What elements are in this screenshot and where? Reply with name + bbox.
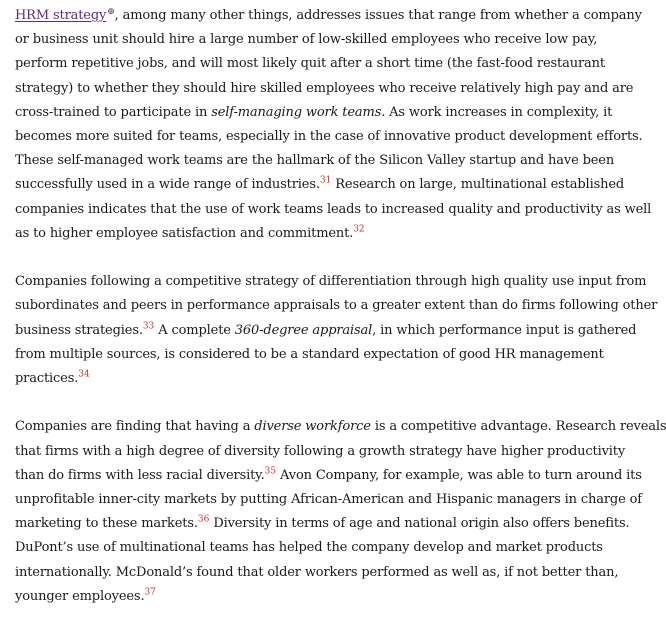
text-line: Companies following a competitive strategy of differentiation through high quality use input from [15,274,647,290]
footnote-ref-33[interactable]: 33 [142,321,155,332]
text-line: successfully used in a wide range of industries.$^{31}$ Research on large, multinational established [15,176,625,193]
text-line: perform repetitive jobs, and will most likely quit after a short time (the fast-food restaurant [15,56,605,72]
paragraph-diverse-workforce [15,415,666,609]
text-line: internationally. McDonald’s found that older workers performed as well as, if not better than, [15,564,619,580]
paragraph-performance-appraisals [15,270,658,391]
text-line: marketing to these markets.$^{36}$ Diversity in terms of age and national origin also offers benefits. [15,514,630,532]
footnote-ref-34[interactable]: 34 [78,369,90,380]
text-line: that firms with a high degree of diversity following a growth strategy have higher productivity [15,443,626,459]
text-line: companies indicates that the use of work teams leads to increased quality and productivity as well [15,201,652,217]
footnote-ref-31[interactable]: 31 [319,176,332,187]
footnote-ref-35[interactable]: 35 [264,466,277,477]
footnote-ref-36[interactable]: 36 [197,514,210,525]
text-line: Companies are finding that having a diverse workforce is a competitive advantage. Research reveals [15,419,666,435]
text-line: strategy) to whether they should hire skilled employees who receive relatively high pay and are [15,80,634,96]
term-self-managing-work-teams: self-managing work teams [211,104,382,120]
text-line: DuPont’s use of multinational teams has helped the company develop and market products [15,540,603,556]
text-line: than do firms with less racial diversity.$^{35}$ Avon Company, for example, was able to turn around its [15,466,642,483]
term-360-degree-appraisal: 360-degree appraisal [234,322,373,338]
text-line: These self-managed work teams are the hallmark of the Silicon Valley startup and have been [15,153,615,169]
text-line: practices.$^{34}$ [15,369,90,387]
footnote-ref-32[interactable]: 32 [353,224,365,235]
paragraph-hrm-strategy [15,4,652,246]
text-line: cross-trained to participate in self-managing work teams. As work increases in complexity, it [15,104,613,120]
text-line: younger employees.$^{37}$ [15,587,156,604]
text-line: HRM strategy⊕, among many other things, addresses issues that range from whether a company [15,6,642,23]
text-line: business strategies.$^{33}$ A complete 360-degree appraisal, in which performance input is gathered [15,321,637,338]
hrm-strategy-link[interactable]: HRM strategy [15,8,107,23]
footnote-ref-37[interactable]: 37 [144,587,156,598]
text-line: unprofitable inner-city markets by putting African-American and Hispanic managers in charge of [15,492,642,508]
text-line: subordinates and peers in performance appraisals to a greater extent than do firms following other [15,298,658,314]
text-line: from multiple sources, is considered to be a standard expectation of good HR management [15,346,604,362]
text-line: or business unit should hire a large number of low-skilled employees who receive low pay, [15,32,598,48]
text-line: becomes more suited for teams, especially in the case of innovative product development efforts. [15,129,643,145]
text-line: as to higher employee satisfaction and commitment.$^{32}$ [15,224,365,241]
term-diverse-workforce: diverse workforce [254,419,371,435]
